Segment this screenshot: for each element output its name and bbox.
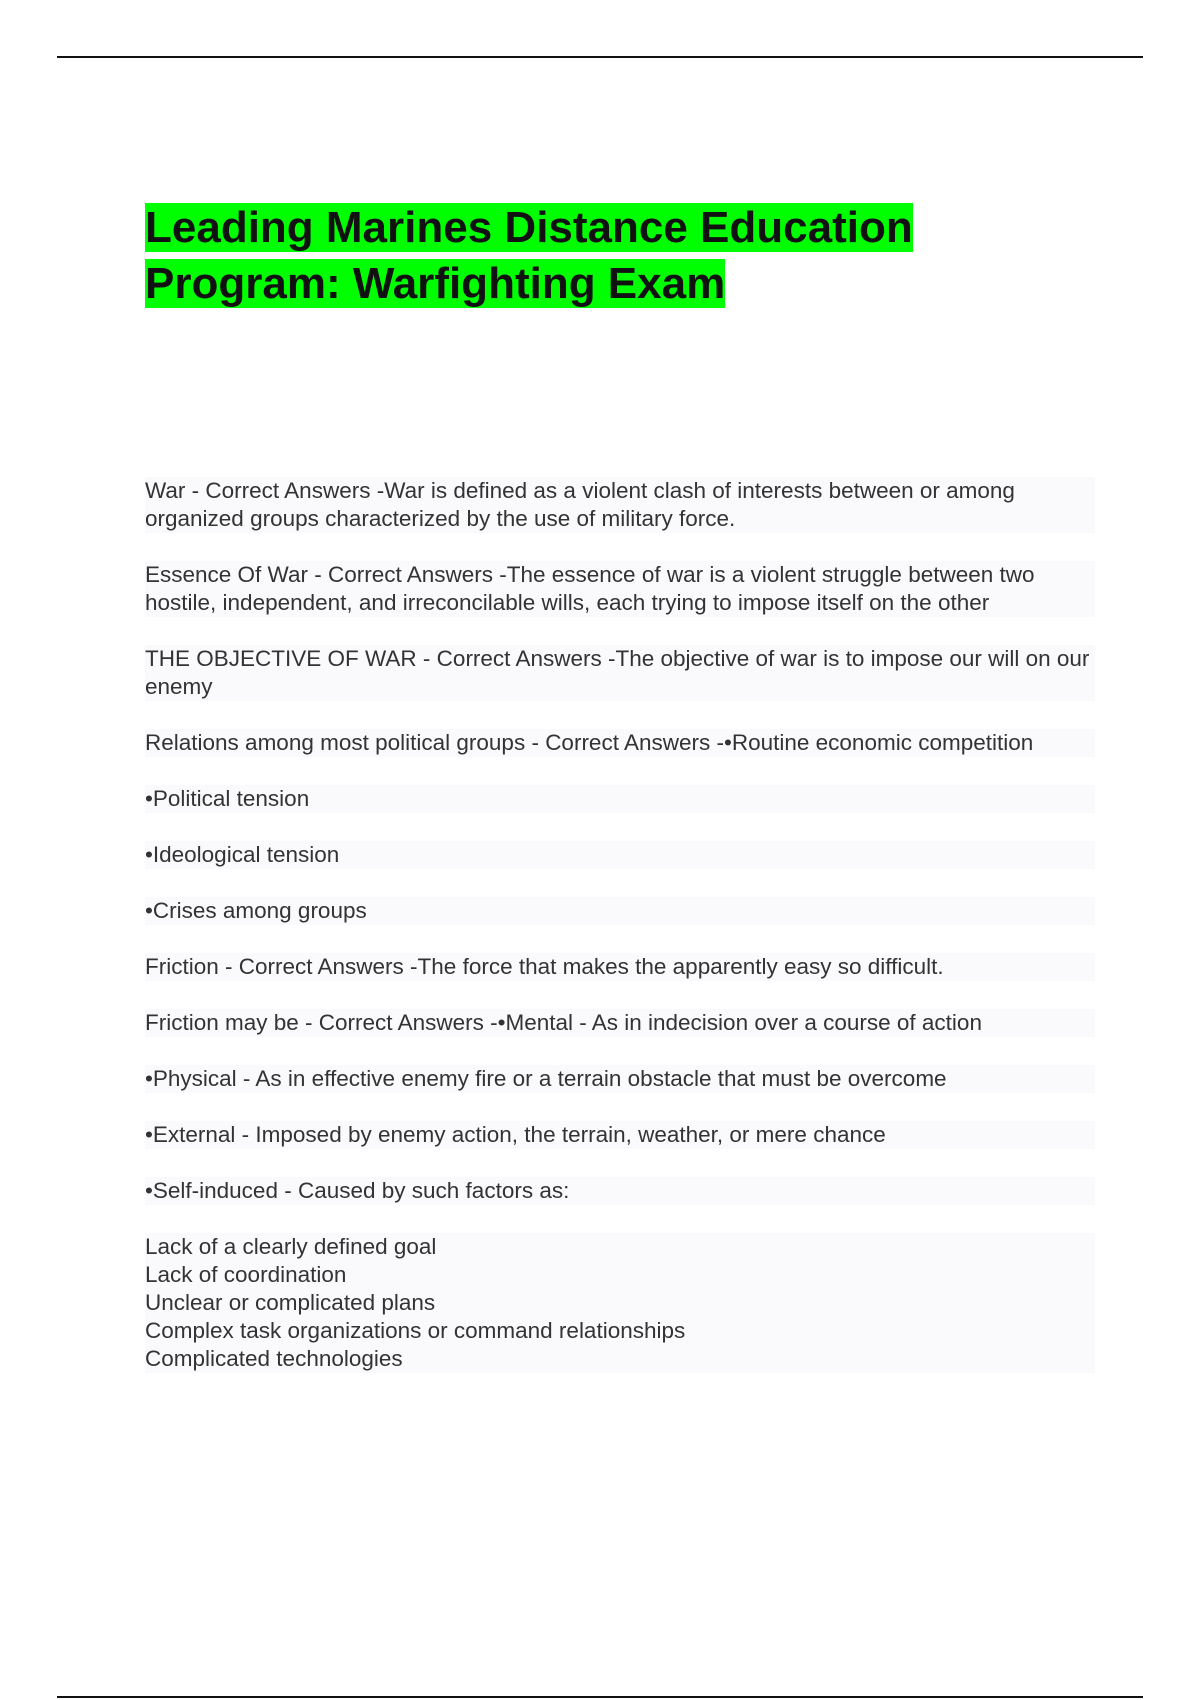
bullet-ideological-tension: •Ideological tension [145, 841, 1095, 869]
qa-objective-of-war: THE OBJECTIVE OF WAR - Correct Answers -The objective of war is to impose our will on our enemy [145, 645, 1095, 701]
document-body [145, 477, 1095, 1373]
bullet-crises-among-groups: •Crises among groups [145, 897, 1095, 925]
list-item: Complex task organizations or command relationships [145, 1317, 1095, 1345]
bullet-self-induced: •Self-induced - Caused by such factors as: [145, 1177, 1095, 1205]
self-induced-factors-list [145, 1233, 1095, 1373]
list-item: Lack of a clearly defined goal [145, 1233, 1095, 1261]
list-item: Lack of coordination [145, 1261, 1095, 1289]
qa-essence-of-war: Essence Of War - Correct Answers -The essence of war is a violent struggle between two hostile, independent, and irreconcilable wills, each trying to impose itself on the other [145, 561, 1095, 617]
bottom-rule [57, 1696, 1143, 1698]
title-line-1: Leading Marines Distance Education [145, 203, 913, 252]
qa-friction: Friction - Correct Answers -The force that makes the apparently easy so difficult. [145, 953, 1095, 981]
title-highlight [145, 203, 913, 308]
title-line-2: Program: Warfighting Exam [145, 259, 726, 308]
bullet-external: •External - Imposed by enemy action, the terrain, weather, or mere chance [145, 1121, 1095, 1149]
document-title [145, 200, 1105, 312]
bullet-political-tension: •Political tension [145, 785, 1095, 813]
qa-war: War - Correct Answers -War is defined as a violent clash of interests between or among organized groups characterized by the use of military force. [145, 477, 1095, 533]
qa-relations-political-groups: Relations among most political groups - Correct Answers -•Routine economic competition [145, 729, 1095, 757]
bullet-physical: •Physical - As in effective enemy fire or a terrain obstacle that must be overcome [145, 1065, 1095, 1093]
qa-friction-may-be: Friction may be - Correct Answers -•Mental - As in indecision over a course of action [145, 1009, 1095, 1037]
list-item: Complicated technologies [145, 1345, 1095, 1373]
top-rule [57, 56, 1143, 58]
list-item: Unclear or complicated plans [145, 1289, 1095, 1317]
